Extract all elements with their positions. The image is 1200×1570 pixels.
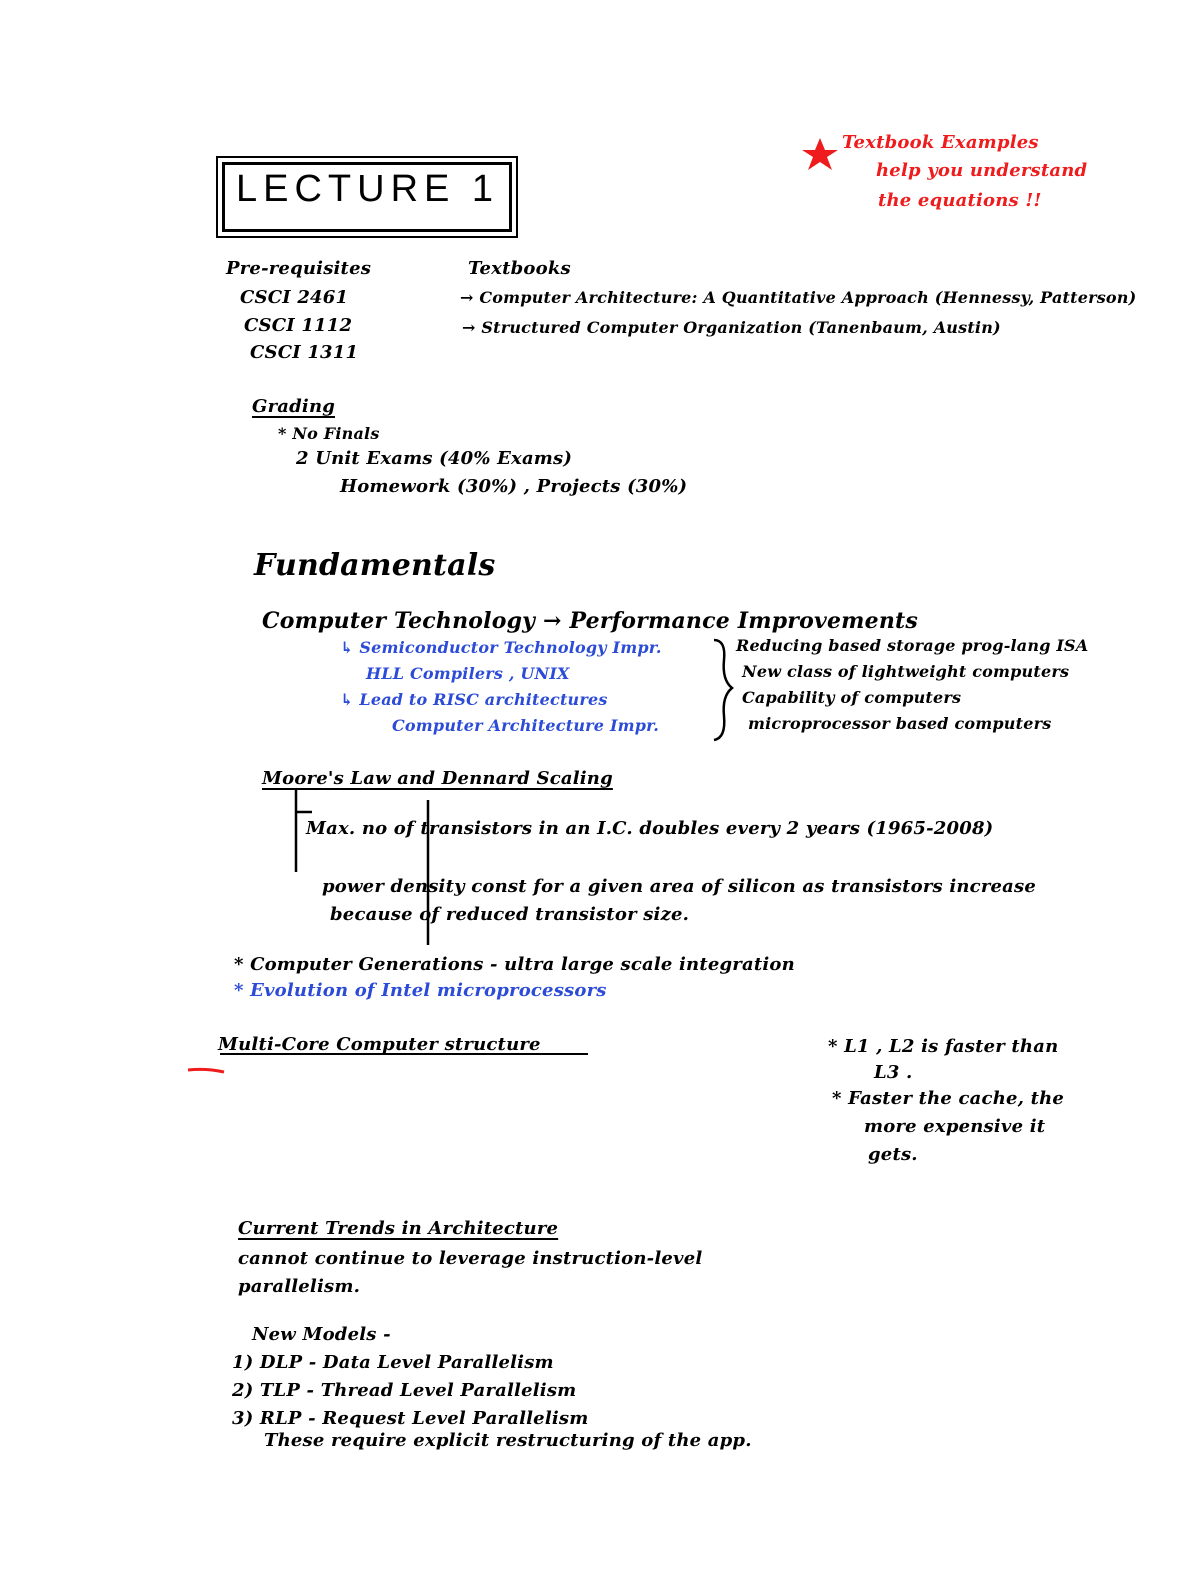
textbook-item: → Computer Architecture: A Quantitative Approach (Hennessy, Patterson) (460, 288, 1137, 307)
cache-note: gets. (868, 1144, 918, 1165)
multicore-heading: Multi-Core Computer structure (218, 1034, 541, 1055)
textbook-item: → Structured Computer Organization (Tanenbaum, Austin) (462, 318, 1001, 337)
blue-item: HLL Compilers , UNIX (366, 664, 570, 683)
blue-item: ↳ Lead to RISC architectures (340, 690, 608, 709)
trends-line: parallelism. (238, 1276, 361, 1297)
red-note-line-1: Textbook Examples (842, 132, 1039, 153)
cache-note: L3 . (874, 1062, 913, 1083)
right-item: microprocessor based computers (748, 714, 1052, 733)
right-item: New class of lightweight computers (742, 662, 1070, 681)
trends-line: cannot continue to leverage instruction-level (238, 1248, 703, 1269)
textbooks-heading: Textbooks (468, 258, 571, 279)
trends-heading: Current Trends in Architecture (238, 1218, 559, 1239)
prereq-heading: Pre-requisites (226, 258, 372, 279)
generation-line: * Computer Generations - ultra large scale integration (234, 954, 795, 975)
right-item: Capability of computers (742, 688, 962, 707)
model-item: 2) TLP - Thread Level Parallelism (232, 1380, 577, 1401)
model-item: 1) DLP - Data Level Parallelism (232, 1352, 554, 1373)
moore-line: Max. no of transistors in an I.C. doubles every 2 years (1965-2008) (306, 818, 994, 839)
blue-item: ↳ Semiconductor Technology Impr. (340, 638, 662, 657)
fundamentals-subheading: Computer Technology → Performance Improvements (262, 608, 918, 634)
blue-item: Computer Architecture Impr. (392, 716, 660, 735)
model-item: 3) RLP - Request Level Parallelism (232, 1408, 589, 1429)
cache-note: * L1 , L2 is faster than (828, 1036, 1059, 1057)
grading-line: 2 Unit Exams (40% Exams) (296, 448, 573, 469)
moore-line: power density const for a given area of silicon as transistors increase (322, 876, 1037, 897)
fundamentals-heading: Fundamentals (254, 548, 496, 583)
cache-note: more expensive it (864, 1116, 1046, 1137)
generation-line-blue: * Evolution of Intel microprocessors (234, 980, 607, 1001)
prereq-course: CSCI 2461 (240, 287, 349, 308)
right-item: Reducing based storage prog-lang ISA (736, 636, 1089, 655)
red-note-line-3: the equations !! (878, 190, 1042, 211)
red-note-line-2: help you understand (876, 160, 1088, 181)
moore-heading: Moore's Law and Dennard Scaling (262, 768, 613, 789)
prereq-course: CSCI 1311 (250, 342, 359, 363)
models-heading: New Models - (252, 1324, 391, 1345)
grading-line: Homework (30%) , Projects (30%) (340, 476, 688, 497)
moore-line: because of reduced transistor size. (330, 904, 690, 925)
grading-line: * No Finals (278, 424, 380, 443)
models-footer: These require explicit restructuring of the app. (264, 1430, 752, 1451)
grading-heading: Grading (252, 396, 336, 417)
cache-note: * Faster the cache, the (832, 1088, 1065, 1109)
lecture-title: LECTURE 1 (236, 168, 500, 210)
prereq-course: CSCI 1112 (244, 315, 353, 336)
